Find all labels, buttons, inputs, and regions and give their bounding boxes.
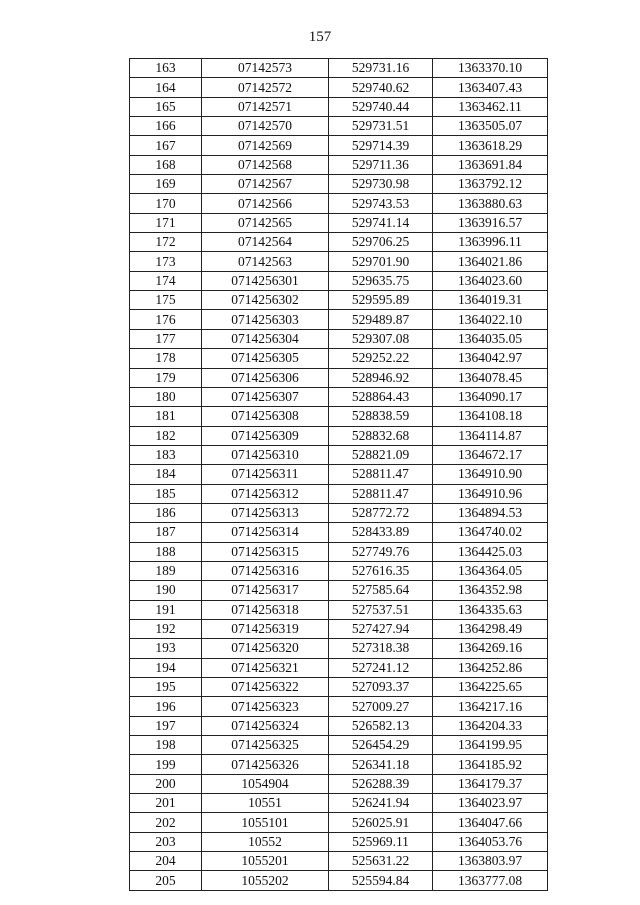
point-number-cell: 163 <box>130 59 202 78</box>
table-row <box>130 117 548 136</box>
table-row <box>130 233 548 252</box>
y-coordinate-cell: 1364225.65 <box>433 678 548 697</box>
y-coordinate-cell: 1363792.12 <box>433 175 548 194</box>
y-coordinate-cell: 1363803.97 <box>433 852 548 871</box>
y-coordinate-cell: 1364894.53 <box>433 503 548 522</box>
table-row <box>130 329 548 348</box>
y-coordinate-cell: 1364740.02 <box>433 523 548 542</box>
table-row <box>130 136 548 155</box>
table-row <box>130 736 548 755</box>
y-coordinate-cell: 1363505.07 <box>433 117 548 136</box>
point-number-cell: 191 <box>130 600 202 619</box>
table-row <box>130 175 548 194</box>
table-row <box>130 678 548 697</box>
table-row <box>130 445 548 464</box>
point-number-cell: 177 <box>130 329 202 348</box>
point-id-cell: 07142569 <box>202 136 329 155</box>
x-coordinate-cell: 528811.47 <box>329 484 433 503</box>
page-number: 157 <box>308 29 332 45</box>
y-coordinate-cell: 1364035.05 <box>433 329 548 348</box>
x-coordinate-cell: 529714.39 <box>329 136 433 155</box>
point-id-cell: 07142573 <box>202 59 329 78</box>
point-number-cell: 205 <box>130 871 202 890</box>
table-row <box>130 542 548 561</box>
point-number-cell: 196 <box>130 697 202 716</box>
point-id-cell: 07142567 <box>202 175 329 194</box>
y-coordinate-cell: 1363691.84 <box>433 155 548 174</box>
y-coordinate-cell: 1364114.87 <box>433 426 548 445</box>
x-coordinate-cell: 527093.37 <box>329 678 433 697</box>
x-coordinate-cell: 526341.18 <box>329 755 433 774</box>
table-row <box>130 523 548 542</box>
y-coordinate-cell: 1364053.76 <box>433 832 548 851</box>
point-number-cell: 200 <box>130 774 202 793</box>
point-id-cell: 0714256325 <box>202 736 329 755</box>
point-id-cell: 07142564 <box>202 233 329 252</box>
point-id-cell: 0714256318 <box>202 600 329 619</box>
y-coordinate-cell: 1364019.31 <box>433 291 548 310</box>
point-id-cell: 0714256305 <box>202 349 329 368</box>
point-id-cell: 0714256321 <box>202 658 329 677</box>
table-row <box>130 852 548 871</box>
y-coordinate-cell: 1363462.11 <box>433 97 548 116</box>
point-number-cell: 181 <box>130 407 202 426</box>
y-coordinate-cell: 1364199.95 <box>433 736 548 755</box>
table-row <box>130 484 548 503</box>
table-row <box>130 871 548 890</box>
point-number-cell: 167 <box>130 136 202 155</box>
y-coordinate-cell: 1364352.98 <box>433 581 548 600</box>
y-coordinate-cell: 1363618.29 <box>433 136 548 155</box>
point-number-cell: 164 <box>130 78 202 97</box>
point-id-cell: 07142570 <box>202 117 329 136</box>
x-coordinate-cell: 527241.12 <box>329 658 433 677</box>
y-coordinate-cell: 1364217.16 <box>433 697 548 716</box>
point-number-cell: 199 <box>130 755 202 774</box>
x-coordinate-cell: 529489.87 <box>329 310 433 329</box>
point-number-cell: 188 <box>130 542 202 561</box>
y-coordinate-cell: 1364023.60 <box>433 271 548 290</box>
point-id-cell: 10551 <box>202 794 329 813</box>
point-number-cell: 165 <box>130 97 202 116</box>
point-id-cell: 0714256326 <box>202 755 329 774</box>
table-row <box>130 310 548 329</box>
point-id-cell: 0714256311 <box>202 465 329 484</box>
x-coordinate-cell: 529595.89 <box>329 291 433 310</box>
y-coordinate-cell: 1363996.11 <box>433 233 548 252</box>
x-coordinate-cell: 528864.43 <box>329 387 433 406</box>
table-row <box>130 78 548 97</box>
x-coordinate-cell: 528832.68 <box>329 426 433 445</box>
table-row <box>130 503 548 522</box>
y-coordinate-cell: 1364335.63 <box>433 600 548 619</box>
point-id-cell: 0714256316 <box>202 561 329 580</box>
point-number-cell: 203 <box>130 832 202 851</box>
table-row <box>130 755 548 774</box>
y-coordinate-cell: 1363916.57 <box>433 213 548 232</box>
y-coordinate-cell: 1363407.43 <box>433 78 548 97</box>
x-coordinate-cell: 529701.90 <box>329 252 433 271</box>
y-coordinate-cell: 1364023.97 <box>433 794 548 813</box>
point-id-cell: 0714256320 <box>202 639 329 658</box>
point-number-cell: 172 <box>130 233 202 252</box>
x-coordinate-cell: 528811.47 <box>329 465 433 484</box>
y-coordinate-cell: 1363880.63 <box>433 194 548 213</box>
point-number-cell: 195 <box>130 678 202 697</box>
point-number-cell: 168 <box>130 155 202 174</box>
x-coordinate-cell: 529731.16 <box>329 59 433 78</box>
coordinates-table-body <box>130 59 548 891</box>
x-coordinate-cell: 525969.11 <box>329 832 433 851</box>
point-number-cell: 171 <box>130 213 202 232</box>
point-id-cell: 0714256309 <box>202 426 329 445</box>
point-number-cell: 190 <box>130 581 202 600</box>
point-number-cell: 182 <box>130 426 202 445</box>
point-id-cell: 0714256302 <box>202 291 329 310</box>
x-coordinate-cell: 525594.84 <box>329 871 433 890</box>
point-number-cell: 175 <box>130 291 202 310</box>
point-id-cell: 0714256310 <box>202 445 329 464</box>
point-id-cell: 1055101 <box>202 813 329 832</box>
point-number-cell: 179 <box>130 368 202 387</box>
table-row <box>130 794 548 813</box>
x-coordinate-cell: 526454.29 <box>329 736 433 755</box>
y-coordinate-cell: 1364179.37 <box>433 774 548 793</box>
point-number-cell: 174 <box>130 271 202 290</box>
point-id-cell: 0714256319 <box>202 619 329 638</box>
x-coordinate-cell: 526025.91 <box>329 813 433 832</box>
y-coordinate-cell: 1364108.18 <box>433 407 548 426</box>
point-number-cell: 184 <box>130 465 202 484</box>
table-row <box>130 252 548 271</box>
table-row <box>130 97 548 116</box>
table-row <box>130 349 548 368</box>
y-coordinate-cell: 1364252.86 <box>433 658 548 677</box>
point-number-cell: 169 <box>130 175 202 194</box>
y-coordinate-cell: 1364269.16 <box>433 639 548 658</box>
point-id-cell: 0714256323 <box>202 697 329 716</box>
table-row <box>130 368 548 387</box>
y-coordinate-cell: 1363370.10 <box>433 59 548 78</box>
x-coordinate-cell: 526582.13 <box>329 716 433 735</box>
x-coordinate-cell: 529740.62 <box>329 78 433 97</box>
point-number-cell: 180 <box>130 387 202 406</box>
point-number-cell: 194 <box>130 658 202 677</box>
x-coordinate-cell: 528772.72 <box>329 503 433 522</box>
x-coordinate-cell: 527318.38 <box>329 639 433 658</box>
point-id-cell: 1055202 <box>202 871 329 890</box>
point-number-cell: 173 <box>130 252 202 271</box>
x-coordinate-cell: 529711.36 <box>329 155 433 174</box>
x-coordinate-cell: 529706.25 <box>329 233 433 252</box>
x-coordinate-cell: 529740.44 <box>329 97 433 116</box>
table-row <box>130 426 548 445</box>
x-coordinate-cell: 529731.51 <box>329 117 433 136</box>
point-id-cell: 0714256313 <box>202 503 329 522</box>
point-number-cell: 197 <box>130 716 202 735</box>
x-coordinate-cell: 525631.22 <box>329 852 433 871</box>
y-coordinate-cell: 1364204.33 <box>433 716 548 735</box>
point-id-cell: 07142566 <box>202 194 329 213</box>
point-id-cell: 0714256312 <box>202 484 329 503</box>
point-id-cell: 07142571 <box>202 97 329 116</box>
point-id-cell: 07142568 <box>202 155 329 174</box>
point-number-cell: 176 <box>130 310 202 329</box>
y-coordinate-cell: 1364078.45 <box>433 368 548 387</box>
table-row <box>130 658 548 677</box>
x-coordinate-cell: 527749.76 <box>329 542 433 561</box>
point-id-cell: 0714256307 <box>202 387 329 406</box>
coordinates-table <box>129 58 548 891</box>
table-row <box>130 581 548 600</box>
x-coordinate-cell: 527585.64 <box>329 581 433 600</box>
point-number-cell: 198 <box>130 736 202 755</box>
x-coordinate-cell: 527427.94 <box>329 619 433 638</box>
point-number-cell: 183 <box>130 445 202 464</box>
x-coordinate-cell: 528821.09 <box>329 445 433 464</box>
table-row <box>130 697 548 716</box>
table-row <box>130 774 548 793</box>
point-id-cell: 0714256308 <box>202 407 329 426</box>
x-coordinate-cell: 528433.89 <box>329 523 433 542</box>
x-coordinate-cell: 529743.53 <box>329 194 433 213</box>
table-row <box>130 387 548 406</box>
x-coordinate-cell: 529730.98 <box>329 175 433 194</box>
point-id-cell: 0714256324 <box>202 716 329 735</box>
y-coordinate-cell: 1364672.17 <box>433 445 548 464</box>
table-row <box>130 271 548 290</box>
point-id-cell: 0714256301 <box>202 271 329 290</box>
point-id-cell: 10552 <box>202 832 329 851</box>
point-number-cell: 178 <box>130 349 202 368</box>
point-id-cell: 1055201 <box>202 852 329 871</box>
x-coordinate-cell: 526288.39 <box>329 774 433 793</box>
x-coordinate-cell: 529741.14 <box>329 213 433 232</box>
table-row <box>130 213 548 232</box>
table-row <box>130 716 548 735</box>
y-coordinate-cell: 1364021.86 <box>433 252 548 271</box>
x-coordinate-cell: 526241.94 <box>329 794 433 813</box>
table-row <box>130 619 548 638</box>
table-row <box>130 600 548 619</box>
point-id-cell: 07142572 <box>202 78 329 97</box>
table-row <box>130 832 548 851</box>
y-coordinate-cell: 1364185.92 <box>433 755 548 774</box>
x-coordinate-cell: 527537.51 <box>329 600 433 619</box>
point-number-cell: 204 <box>130 852 202 871</box>
point-id-cell: 0714256303 <box>202 310 329 329</box>
table-row <box>130 59 548 78</box>
x-coordinate-cell: 529252.22 <box>329 349 433 368</box>
point-number-cell: 186 <box>130 503 202 522</box>
x-coordinate-cell: 528946.92 <box>329 368 433 387</box>
point-number-cell: 166 <box>130 117 202 136</box>
table-row <box>130 561 548 580</box>
x-coordinate-cell: 527616.35 <box>329 561 433 580</box>
point-id-cell: 0714256315 <box>202 542 329 561</box>
table-row <box>130 194 548 213</box>
point-number-cell: 189 <box>130 561 202 580</box>
point-id-cell: 0714256314 <box>202 523 329 542</box>
y-coordinate-cell: 1364047.66 <box>433 813 548 832</box>
point-id-cell: 0714256317 <box>202 581 329 600</box>
x-coordinate-cell: 529307.08 <box>329 329 433 348</box>
y-coordinate-cell: 1364425.03 <box>433 542 548 561</box>
point-number-cell: 201 <box>130 794 202 813</box>
point-number-cell: 192 <box>130 619 202 638</box>
table-row <box>130 291 548 310</box>
y-coordinate-cell: 1364090.17 <box>433 387 548 406</box>
point-id-cell: 07142563 <box>202 252 329 271</box>
point-id-cell: 07142565 <box>202 213 329 232</box>
point-number-cell: 187 <box>130 523 202 542</box>
table-row <box>130 407 548 426</box>
y-coordinate-cell: 1363777.08 <box>433 871 548 890</box>
table-row <box>130 639 548 658</box>
point-id-cell: 0714256322 <box>202 678 329 697</box>
table-row <box>130 465 548 484</box>
point-id-cell: 0714256304 <box>202 329 329 348</box>
x-coordinate-cell: 527009.27 <box>329 697 433 716</box>
point-number-cell: 170 <box>130 194 202 213</box>
point-number-cell: 185 <box>130 484 202 503</box>
y-coordinate-cell: 1364022.10 <box>433 310 548 329</box>
x-coordinate-cell: 528838.59 <box>329 407 433 426</box>
table-row <box>130 155 548 174</box>
y-coordinate-cell: 1364298.49 <box>433 619 548 638</box>
point-id-cell: 1054904 <box>202 774 329 793</box>
x-coordinate-cell: 529635.75 <box>329 271 433 290</box>
point-number-cell: 193 <box>130 639 202 658</box>
y-coordinate-cell: 1364910.96 <box>433 484 548 503</box>
point-id-cell: 0714256306 <box>202 368 329 387</box>
y-coordinate-cell: 1364910.90 <box>433 465 548 484</box>
table-row <box>130 813 548 832</box>
y-coordinate-cell: 1364364.05 <box>433 561 548 580</box>
y-coordinate-cell: 1364042.97 <box>433 349 548 368</box>
point-number-cell: 202 <box>130 813 202 832</box>
